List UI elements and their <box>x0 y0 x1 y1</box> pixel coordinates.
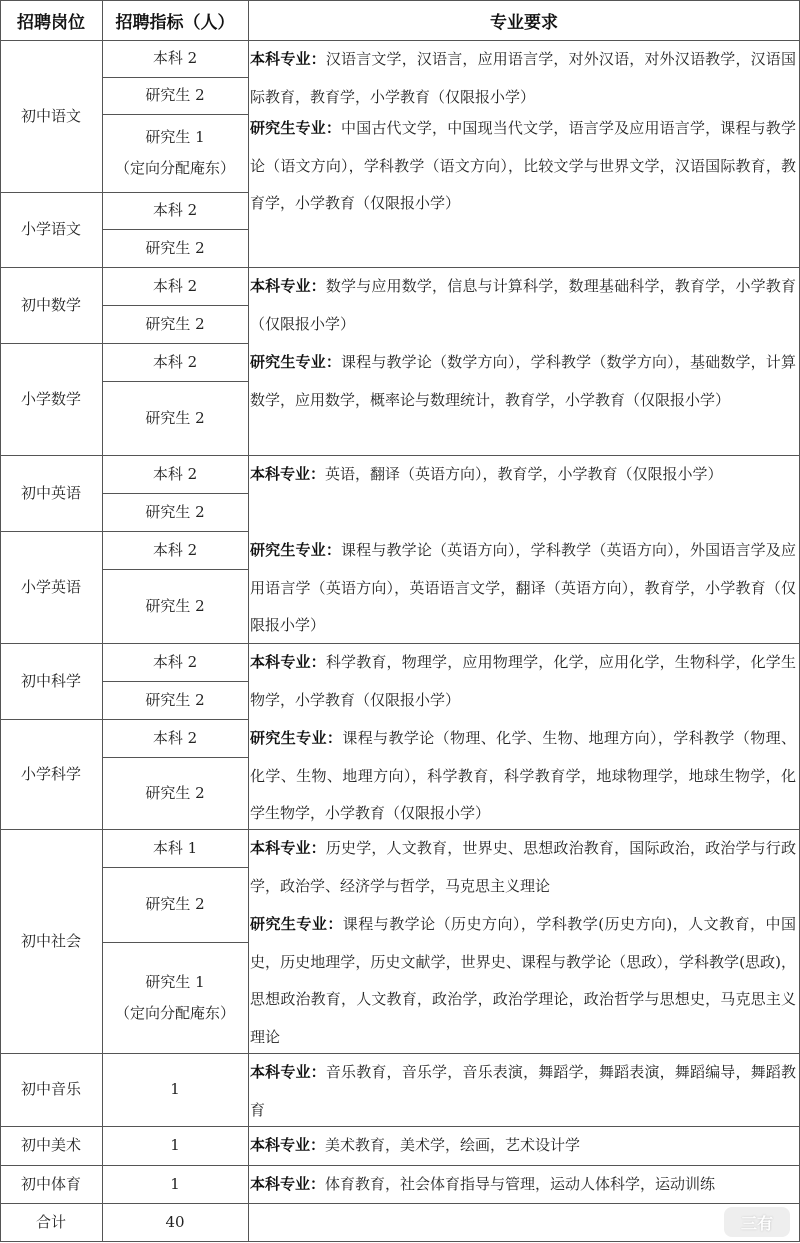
position-cell: 初中数学 <box>20 295 81 314</box>
quota-cell <box>102 829 248 867</box>
quota-cell <box>102 229 248 267</box>
quota-cell <box>102 1126 248 1165</box>
quota-text: 本科 2 <box>152 352 198 371</box>
requirement-label: 研究生专业： <box>250 729 343 747</box>
quota-cell <box>102 192 248 229</box>
quota-text: 1 <box>170 1174 180 1193</box>
requirement-label: 研究生专业： <box>250 915 343 933</box>
requirement-text <box>250 41 796 116</box>
requirement-label: 研究生专业： <box>250 353 341 371</box>
quota-cell <box>102 343 248 381</box>
requirement-label: 研究生专业： <box>250 541 341 559</box>
requirement-text <box>250 344 796 419</box>
quota-text: 1 <box>170 1136 180 1154</box>
requirement-majors: 中国古代文学，中国现当代文学，语言学及应用语言学，课程与教学论（语文方向），学科教学（语文方向），比较文学与世界文学，汉语国际教育，教育学，小学教育（仅限报小学） <box>250 119 796 212</box>
quota-text: 本科 2 <box>152 540 198 559</box>
requirement-label: 研究生专业： <box>250 119 342 137</box>
quota-cell <box>102 569 248 643</box>
header-requirement: 专业要求 <box>490 12 558 33</box>
quota-text: 本科 2 <box>152 652 198 671</box>
requirement-majors: 美术教育，美术学，绘画，艺术设计学 <box>325 1136 581 1154</box>
position-cell: 初中英语 <box>20 483 81 502</box>
requirement-label: 本科专业： <box>250 839 326 857</box>
quota-text: 本科 2 <box>152 201 198 219</box>
quota-text: 本科 2 <box>152 464 198 483</box>
quota-cell <box>102 77 248 114</box>
requirement-text <box>250 456 796 494</box>
requirement-text <box>250 110 796 223</box>
requirement-label: 本科专业： <box>250 50 326 68</box>
requirement-majors: 汉语言文学，汉语言，应用语言学，对外汉语，对外汉语教学，汉语国际教育，教育学，小学教育（仅限报小学） <box>250 50 796 106</box>
total-label: 合计 <box>35 1212 66 1231</box>
position-cell: 小学语文 <box>20 220 81 238</box>
quota-text: 研究生 1 <box>145 128 205 146</box>
quota-cell <box>102 531 248 569</box>
quota-cell <box>102 867 248 942</box>
requirement-text <box>250 644 796 719</box>
quota-text: 研究生 2 <box>145 86 205 104</box>
quota-cell <box>102 942 248 1053</box>
requirement-label: 本科专业： <box>250 277 326 295</box>
quota-cell <box>102 1165 248 1203</box>
quota-text: （定向分配庵东） <box>114 1003 235 1022</box>
quota-text: 研究生 2 <box>145 895 205 913</box>
requirement-majors: 体育教育，社会体育指导与管理，运动人体科学，运动训练 <box>325 1175 716 1193</box>
position-cell: 初中体育 <box>20 1174 81 1193</box>
position-cell: 小学英语 <box>20 577 81 596</box>
column-rule <box>248 0 249 1242</box>
header-position: 招聘岗位 <box>17 12 85 33</box>
total-value: 40 <box>165 1212 185 1231</box>
quota-text: 研究生 2 <box>145 502 205 521</box>
requirement-label: 本科专业： <box>250 1063 326 1081</box>
quota-cell <box>102 681 248 719</box>
requirement-label: 本科专业： <box>250 465 326 483</box>
requirement-text <box>250 906 796 1056</box>
requirement-text <box>250 830 796 905</box>
quota-text: 本科 2 <box>152 276 198 295</box>
quota-cell <box>102 643 248 681</box>
quota-text: 研究生 2 <box>145 238 205 257</box>
position-cell: 初中科学 <box>20 671 81 690</box>
requirement-text <box>250 1127 796 1165</box>
table-rule <box>0 0 800 1</box>
quota-text: 1 <box>170 1080 180 1098</box>
quota-cell <box>102 1053 248 1126</box>
requirement-text <box>250 720 796 833</box>
position-cell: 小学科学 <box>20 764 81 783</box>
requirement-majors: 课程与教学论（历史方向），学科教学(历史方向)，人文教育，中国史，历史地理学，历史文献学，世界史、课程与教学论（思政），学科教学(思政)，思想政治教育，人文教育，政治学，政治学理论，政治哲学与思想史，马克思主义理论 <box>250 915 796 1046</box>
requirement-label: 本科专业： <box>250 653 326 671</box>
table-rule <box>248 1203 800 1204</box>
quota-cell <box>102 267 248 305</box>
quota-text: 本科 1 <box>152 838 198 857</box>
requirement-majors: 课程与教学论（数学方向），学科教学（数学方向），基础数学，计算数学，应用数学，概率论与数理统计，教育学，小学教育（仅限报小学） <box>250 353 796 409</box>
position-cell: 小学数学 <box>20 389 81 408</box>
requirement-majors: 科学教育，物理学，应用物理学，化学，应用化学，生物科学，化学生物学，小学教育（仅限报小学） <box>250 653 796 709</box>
requirement-label: 本科专业： <box>250 1136 326 1154</box>
position-cell: 初中音乐 <box>20 1080 81 1098</box>
quota-cell <box>102 40 248 77</box>
requirement-text <box>250 1054 796 1129</box>
quota-cell <box>102 381 248 455</box>
requirement-text <box>250 532 796 645</box>
quota-text: （定向分配庵东） <box>114 159 235 177</box>
quota-text: 研究生 1 <box>145 972 205 991</box>
quota-text: 本科 2 <box>152 49 198 67</box>
requirement-majors: 课程与教学论（英语方向），学科教学（英语方向），外国语言学及应用语言学（英语方向），英语语言文学，翻译（英语方向），教育学，小学教育（仅限报小学） <box>250 541 796 634</box>
requirement-majors: 数学与应用数学，信息与计算科学，数理基础科学，教育学，小学教育（仅限报小学） <box>250 277 796 333</box>
quota-cell <box>102 114 248 192</box>
quota-cell <box>102 757 248 829</box>
position-cell: 初中社会 <box>20 931 81 950</box>
quota-text: 研究生 2 <box>145 783 205 802</box>
requirement-majors: 英语，翻译（英语方向），教育学，小学教育（仅限报小学） <box>325 465 723 483</box>
quota-text: 本科 2 <box>152 728 198 747</box>
quota-cell <box>102 305 248 343</box>
requirement-label: 本科专业： <box>250 1175 326 1193</box>
watermark-logo: 三有 <box>724 1207 790 1237</box>
table-rule <box>0 1241 800 1242</box>
quota-cell <box>102 719 248 757</box>
requirement-majors: 音乐教育，音乐学，音乐表演，舞蹈学，舞蹈表演，舞蹈编导，舞蹈教育 <box>250 1063 796 1119</box>
requirement-text <box>250 1166 796 1204</box>
quota-text: 研究生 2 <box>145 408 205 427</box>
quota-cell <box>102 493 248 531</box>
quota-text: 研究生 2 <box>145 690 205 709</box>
requirement-text <box>250 268 796 343</box>
requirement-majors: 历史学，人文教育，世界史、思想政治教育，国际政治，政治学与行政学，政治学、经济学与哲学，马克思主义理论 <box>250 839 796 895</box>
quota-text: 研究生 2 <box>145 314 205 333</box>
quota-cell <box>102 455 248 493</box>
header-quota: 招聘指标（人） <box>115 12 235 33</box>
position-cell: 初中美术 <box>20 1136 81 1154</box>
quota-text: 研究生 2 <box>145 596 205 615</box>
position-cell: 初中语文 <box>20 106 81 125</box>
requirement-majors: 课程与教学论（物理、化学、生物、地理方向），学科教学（物理、化学、生物、地理方向），科学教育，科学教育学，地球物理学，地球生物学，化学生物学，小学教育（仅限报小学） <box>250 729 796 822</box>
